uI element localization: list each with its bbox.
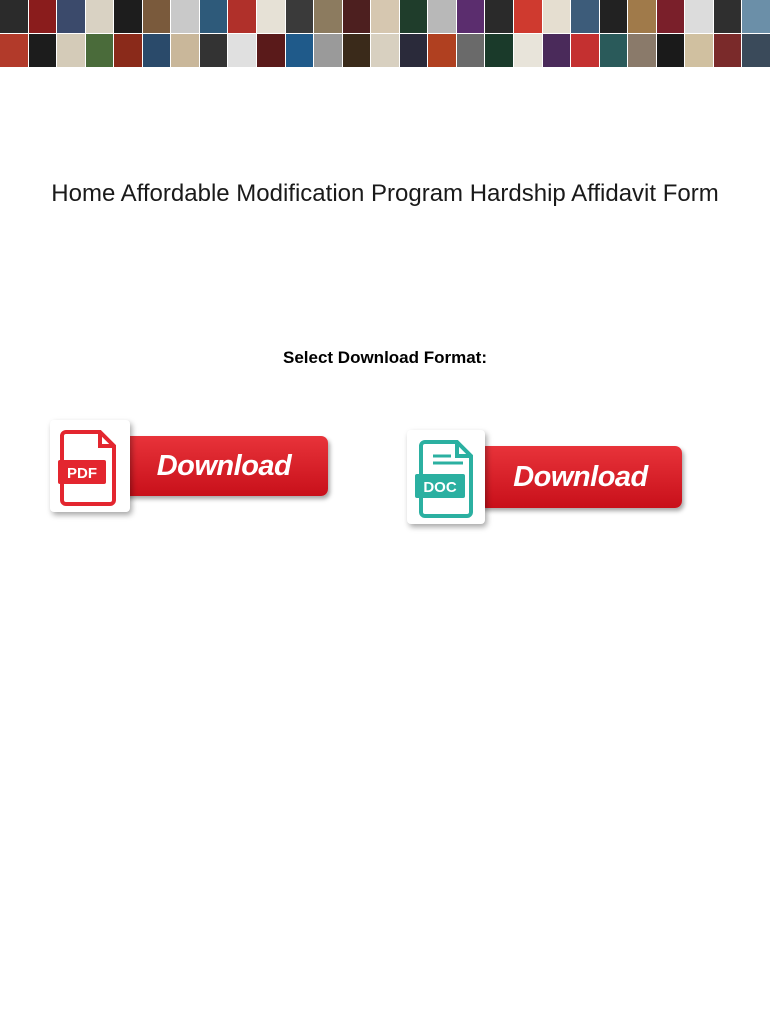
cover-thumbnail xyxy=(314,0,342,33)
cover-thumbnail xyxy=(428,0,456,33)
cover-thumbnail xyxy=(114,34,142,67)
cover-thumbnail xyxy=(314,34,342,67)
pdf-download-button[interactable] xyxy=(50,420,330,515)
cover-thumbnail xyxy=(571,34,599,67)
cover-thumbnail xyxy=(600,0,628,33)
cover-thumbnail xyxy=(228,34,256,67)
cover-thumbnail xyxy=(600,34,628,67)
cover-thumbnail xyxy=(742,0,770,33)
cover-thumbnail xyxy=(543,34,571,67)
cover-thumbnail xyxy=(714,34,742,67)
cover-thumbnail xyxy=(485,34,513,67)
download-label: Download xyxy=(479,446,682,508)
cover-thumbnail xyxy=(29,34,57,67)
cover-thumbnail xyxy=(371,0,399,33)
cover-thumbnail xyxy=(171,34,199,67)
doc-download-button[interactable] xyxy=(407,430,684,527)
cover-thumbnail xyxy=(286,0,314,33)
cover-thumbnail xyxy=(286,34,314,67)
select-format-label: Select Download Format: xyxy=(282,348,488,367)
cover-thumbnail xyxy=(257,0,285,33)
cover-thumbnail xyxy=(371,34,399,67)
download-label: Download xyxy=(120,436,328,496)
cover-thumbnail xyxy=(86,34,114,67)
page-title: Home Affordable Modification Program Hardship Affidavit Form xyxy=(51,180,719,207)
cover-thumbnail xyxy=(171,0,199,33)
cover-thumbnail xyxy=(485,0,513,33)
cover-thumbnail-banner xyxy=(0,0,770,68)
cover-thumbnail xyxy=(628,0,656,33)
cover-thumbnail xyxy=(228,0,256,33)
cover-thumbnail xyxy=(457,34,485,67)
cover-thumbnail xyxy=(257,34,285,67)
cover-thumbnail xyxy=(143,34,171,67)
cover-thumbnail xyxy=(343,0,371,33)
cover-thumbnail xyxy=(400,34,428,67)
cover-thumbnail xyxy=(57,34,85,67)
cover-thumbnail xyxy=(114,0,142,33)
cover-thumbnail xyxy=(657,34,685,67)
cover-thumbnail xyxy=(200,0,228,33)
pdf-file-icon xyxy=(50,420,130,512)
cover-thumbnail xyxy=(514,34,542,67)
cover-thumbnail xyxy=(29,0,57,33)
cover-thumbnail xyxy=(543,0,571,33)
cover-thumbnail xyxy=(685,34,713,67)
cover-thumbnail xyxy=(628,34,656,67)
cover-thumbnail xyxy=(742,34,770,67)
cover-thumbnail xyxy=(0,0,28,33)
cover-thumbnail xyxy=(343,34,371,67)
cover-thumbnail xyxy=(200,34,228,67)
cover-thumbnail xyxy=(514,0,542,33)
cover-thumbnail xyxy=(657,0,685,33)
doc-format-text: DOC xyxy=(423,479,457,496)
doc-file-icon xyxy=(407,430,485,524)
cover-thumbnail xyxy=(400,0,428,33)
cover-thumbnail xyxy=(714,0,742,33)
cover-thumbnail xyxy=(0,34,28,67)
cover-thumbnail xyxy=(571,0,599,33)
cover-thumbnail xyxy=(143,0,171,33)
pdf-format-text: PDF xyxy=(67,465,97,482)
cover-thumbnail xyxy=(685,0,713,33)
cover-thumbnail xyxy=(457,0,485,33)
cover-thumbnail xyxy=(428,34,456,67)
cover-thumbnail xyxy=(57,0,85,33)
cover-thumbnail xyxy=(86,0,114,33)
